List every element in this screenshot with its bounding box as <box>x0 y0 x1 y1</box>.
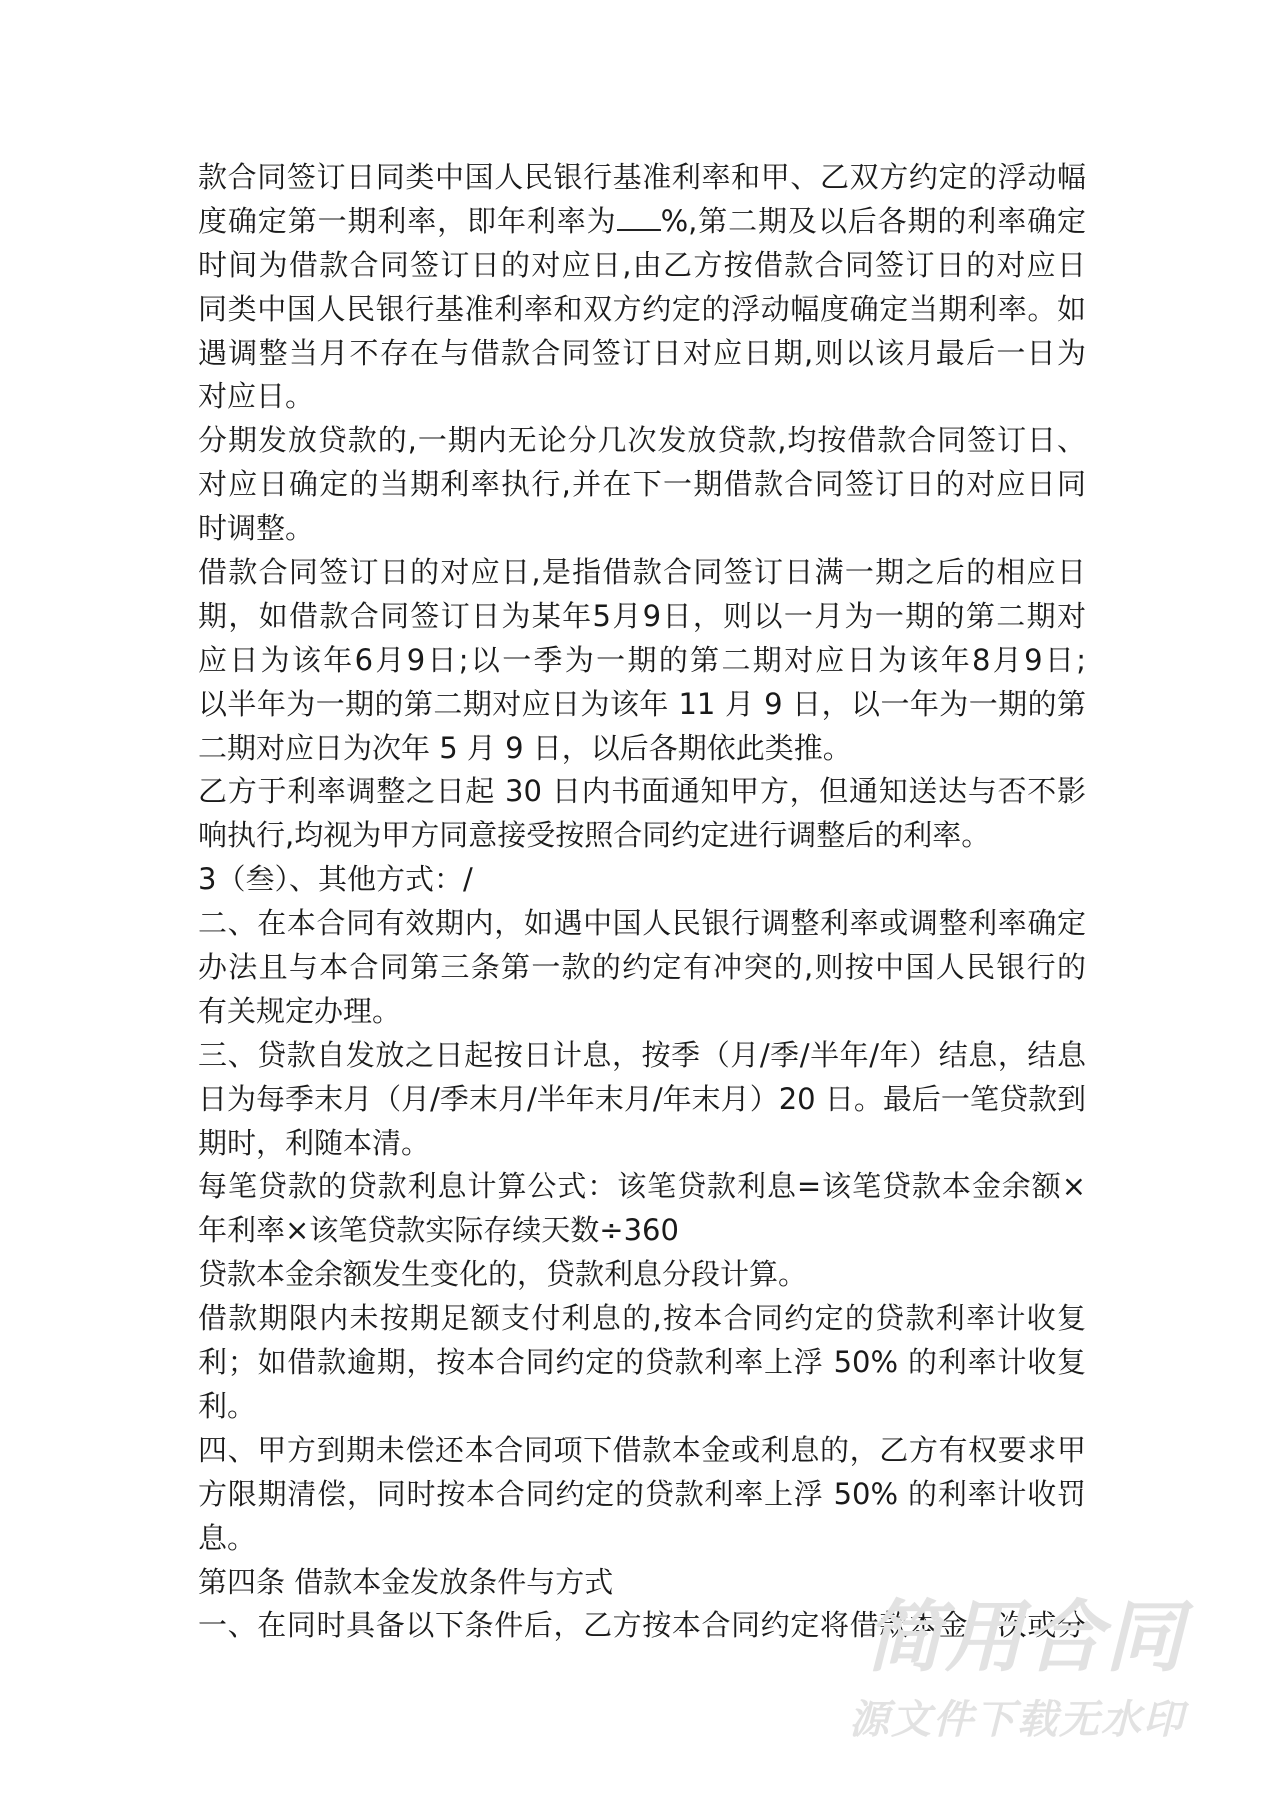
rate-blank <box>617 203 661 231</box>
text-line: 有关规定办理。 <box>198 993 402 1028</box>
text-line: 年利率×该笔贷款实际存续天数÷360 <box>198 1213 679 1248</box>
text-line: 二期对应日为次年 5 月 9 日，以后各期依此类推。 <box>198 730 852 765</box>
text-line: 对应日。 <box>198 379 315 414</box>
section-heading: 第四条 借款本金发放条件与方式 <box>198 1564 614 1599</box>
text-line: 时间为借款合同签订日的对应日,由乙方按借款合同签订日的对应日 <box>198 247 1086 282</box>
text-segment: %,第二期及以后各期的利率确定 <box>660 203 1086 238</box>
text-line: 借款期限内未按期足额支付利息的,按本合同约定的贷款利率计收复 <box>198 1301 1086 1336</box>
text-line: 办法且与本合同第三条第一款的约定有冲突的,则按中国人民银行的 <box>198 950 1086 985</box>
text-line: 贷款本金余额发生变化的，贷款利息分段计算。 <box>198 1257 808 1292</box>
text-line: 三、贷款自发放之日起按日计息，按季（月/季/半年/年）结息，结息 <box>198 1037 1086 1072</box>
document-body <box>198 156 1086 1648</box>
text-line: 借款合同签订日的对应日,是指借款合同签订日满一期之后的相应日 <box>198 555 1086 590</box>
text-line: 四、甲方到期未偿还本合同项下借款本金或利息的，乙方有权要求甲 <box>198 1432 1086 1467</box>
text-line: 息。 <box>198 1520 257 1555</box>
text-line: 同类中国人民银行基准利率和双方约定的浮动幅度确定当期利率。如 <box>198 291 1086 326</box>
text-line: 方限期清偿，同时按本合同约定的贷款利率上浮 50% 的利率计收罚 <box>198 1476 1086 1511</box>
text-line: 利；如借款逾期，按本合同约定的贷款利率上浮 50% 的利率计收复 <box>198 1345 1086 1380</box>
text-segment: 度确定第一期利率，即年利率为 <box>198 203 617 238</box>
text-line: 3（叁）、其他方式：/ <box>198 862 473 897</box>
text-line: 每笔贷款的贷款利息计算公式：该笔贷款利息=该笔贷款本金余额× <box>198 1169 1086 1204</box>
text-line: 应日为该年6月9日;以一季为一期的第二期对应日为该年8月9日; <box>198 642 1086 677</box>
text-line: 一、在同时具备以下条件后，乙方按本合同约定将借款本金一次或分 <box>198 1608 1086 1643</box>
text-line: 乙方于利率调整之日起 30 日内书面通知甲方，但通知送达与否不影 <box>198 774 1086 809</box>
watermark-subtitle: 源文件下载无水印 <box>849 1697 1185 1743</box>
text-line: 对应日确定的当期利率执行,并在下一期借款合同签订日的对应日同 <box>198 467 1086 502</box>
text-line: 响执行,均视为甲方同意接受按照合同约定进行调整后的利率。 <box>198 818 991 853</box>
text-line: 时调整。 <box>198 511 315 546</box>
text-line: 二、在本合同有效期内，如遇中国人民银行调整利率或调整利率确定 <box>198 906 1086 941</box>
text-line: 期，如借款合同签订日为某年5月9日，则以一月为一期的第二期对 <box>198 598 1086 633</box>
watermark-title: 简用合同 <box>864 1593 1185 1683</box>
text-line: 利。 <box>198 1388 257 1423</box>
text-line: 期时，利随本清。 <box>198 1125 431 1160</box>
text-line: 款合同签订日同类中国人民银行基准利率和甲、乙双方约定的浮动幅 <box>198 160 1086 194</box>
text-line: 分期发放贷款的,一期内无论分几次发放贷款,均按借款合同签订日、 <box>198 423 1086 458</box>
text-line: 日为每季末月（月/季末月/半年末月/年末月）20 日。最后一笔贷款到 <box>198 1081 1086 1116</box>
text-line: 以半年为一期的第二期对应日为该年 11 月 9 日，以一年为一期的第 <box>198 686 1086 721</box>
text-line: 遇调整当月不存在与借款合同签订日对应日期,则以该月最后一日为 <box>198 335 1086 370</box>
text-line <box>198 200 1086 244</box>
